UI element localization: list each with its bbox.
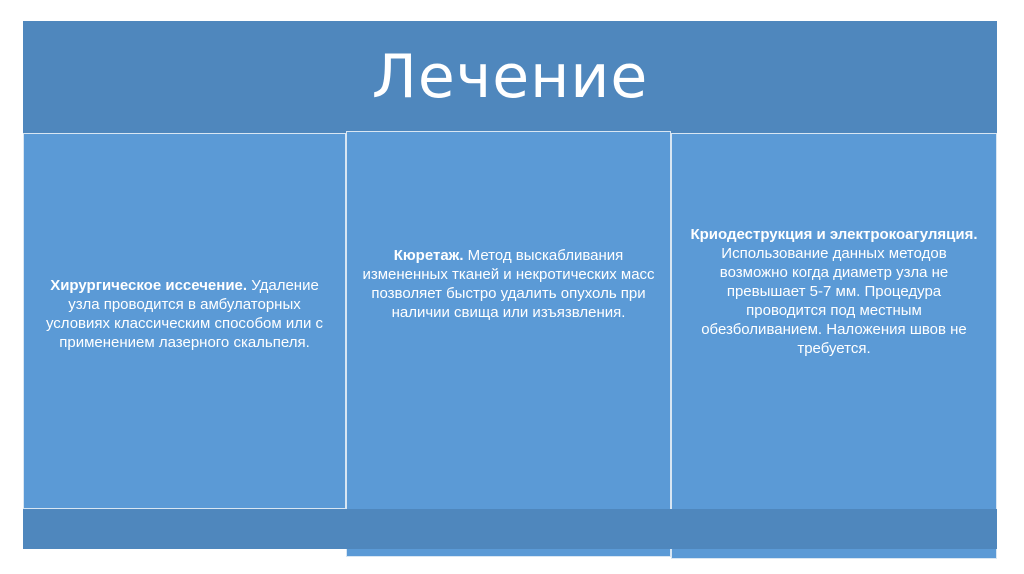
panel-cryodestruction [671, 133, 997, 559]
panel-body: Использование данных методов возможно когда диаметр узла не превышает 5-7 мм. Процедура проводится под местным обезболиванием. Наложения швов не требуется. [701, 244, 967, 357]
panel-body: Удаление узла проводится в амбулаторных условиях классическим способом или с применением лазерного скальпеля. [45, 277, 324, 351]
slide-title: Лечение [371, 42, 649, 112]
title-bar [23, 21, 997, 133]
panel-body: Метод выскабливания измененных тканей и некротических масс позволяет быстро удалить опухоль при наличии свища или изъязвления. [362, 247, 655, 321]
panel-surgical-excision [23, 133, 346, 509]
panel-heading: Хирургическое иссечение. [50, 277, 248, 294]
panel-text [672, 225, 996, 358]
panel-text [347, 246, 670, 322]
panel-curettage [346, 131, 671, 557]
panel-heading: Криодеструкция и электрокоагуляция. [690, 225, 978, 243]
panel-text [24, 276, 345, 352]
bottom-band [23, 509, 997, 549]
panel-heading: Кюретаж. [393, 247, 464, 264]
